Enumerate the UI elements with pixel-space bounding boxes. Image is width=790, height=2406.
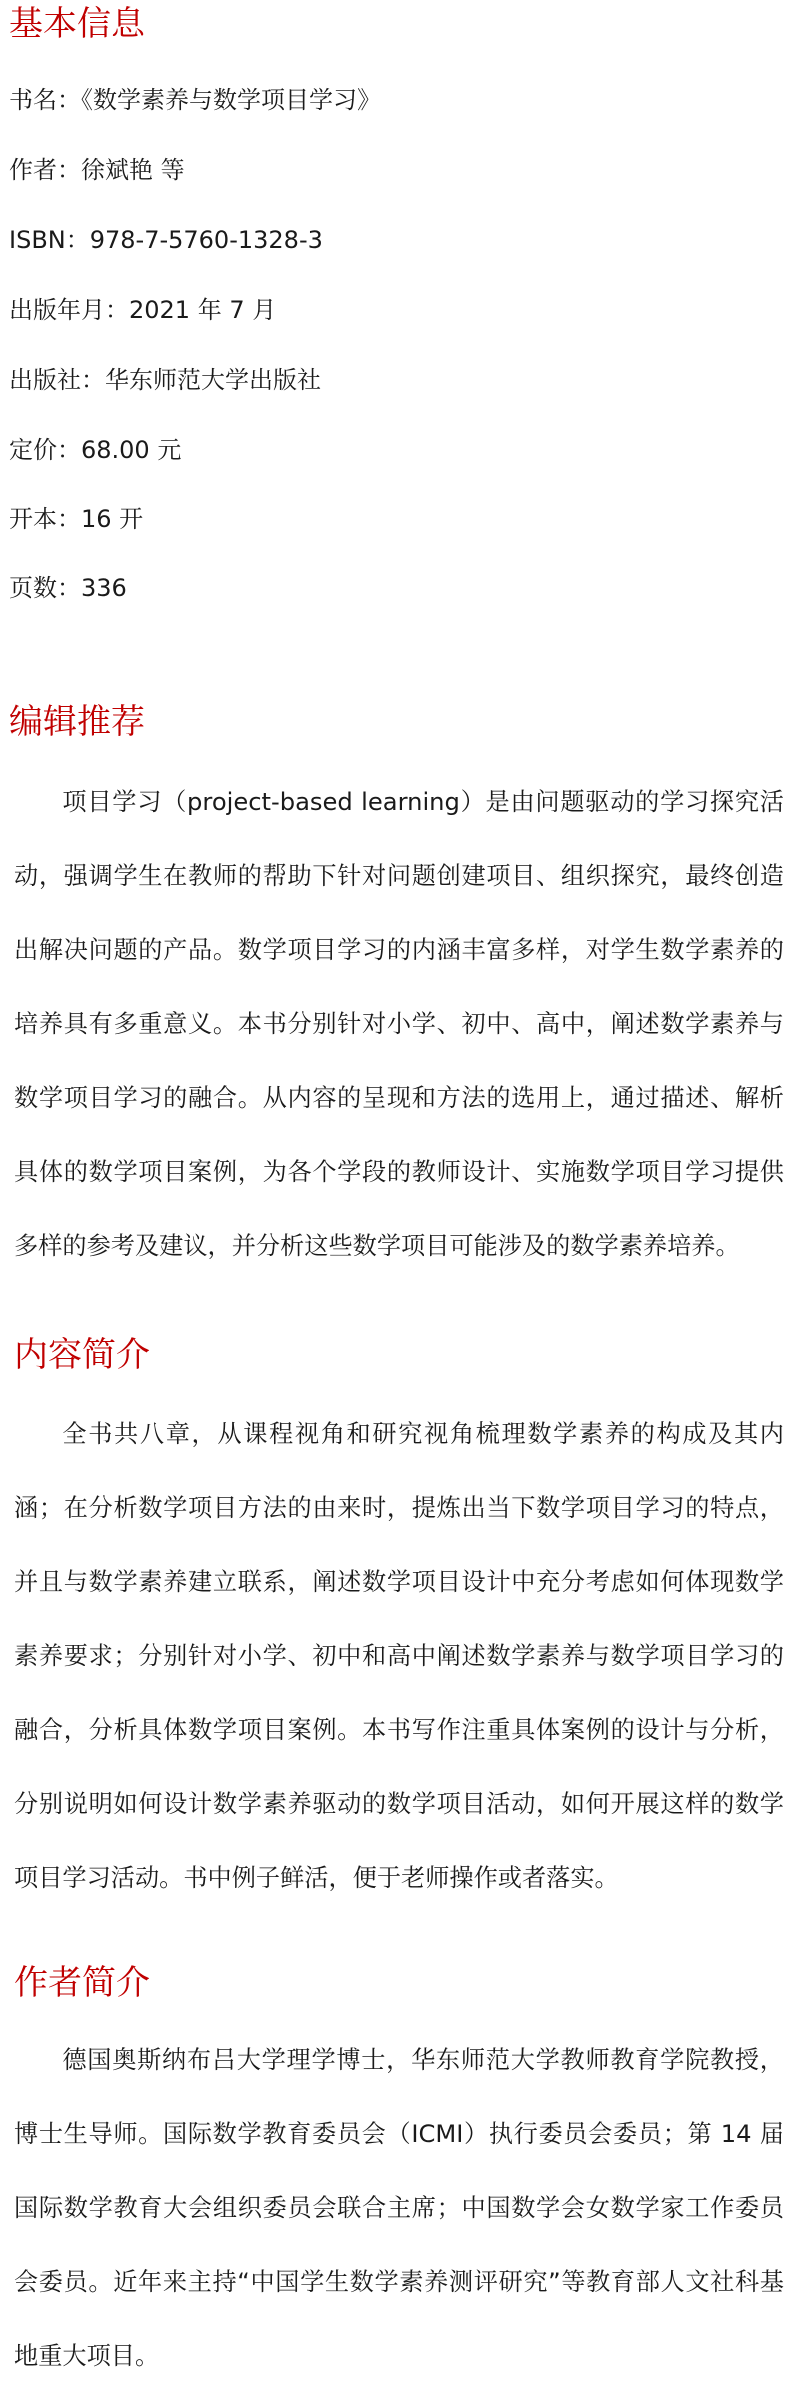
editor-recommendation-text: 项目学习（project-based learning）是由问题驱动的学习探究活动，强调学生在教师的帮助下针对问题创建项目、组织探究，最终创造出解决问题的产品。数学项目学习的内涵丰富多样，对学生数学素养的培养具有多重意义。本书分别针对小学、初中、高中，阐述数学素养与数学项目学习的融合。从内容的呈现和方法的选用上，通过描述、解析具体的数学项目案例，为各个学段的教师设计、实施数学项目学习提供多样的参考及建议，并分析这些数学项目可能涉及的数学素养培养。 bbox=[14, 788, 784, 1260]
pages-line: 页数：336 bbox=[9, 574, 127, 602]
book-name-line: 书名：《数学素养与数学项目学习》 bbox=[9, 86, 381, 114]
isbn-line: ISBN：978-7-5760-1328-3 bbox=[9, 226, 323, 254]
author-intro-text: 德国奥斯纳布吕大学理学博士，华东师范大学教师教育学院教授，博士生导师。国际数学教育委员会（ICMI）执行委员会委员；第 14 届国际数学教育大会组织委员会联合主席；中国数学会女数学家工作委员会委员。近年来主持“中国学生数学素养测评研究”等教育部人文社科基地重大项目。 bbox=[14, 2046, 784, 2370]
editor-recommendation-heading: 编辑推荐 bbox=[9, 702, 145, 742]
content-summary-text: 全书共八章，从课程视角和研究视角梳理数学素养的构成及其内涵；在分析数学项目方法的由来时，提炼出当下数学项目学习的特点，并且与数学素养建立联系，阐述数学项目设计中充分考虑如何体现数学素养要求；分别针对小学、初中和高中阐述数学素养与数学项目学习的融合，分析具体数学项目案例。本书写作注重具体案例的设计与分析，分别说明如何设计数学素养驱动的数学项目活动，如何开展这样的数学项目学习活动。书中例子鲜活，便于老师操作或者落实。 bbox=[14, 1420, 784, 1892]
format-line: 开本：16 开 bbox=[9, 505, 144, 533]
author-intro-heading: 作者简介 bbox=[14, 1963, 150, 2003]
publisher-line: 出版社：华东师范大学出版社 bbox=[9, 366, 321, 394]
price-line: 定价：68.00 元 bbox=[9, 436, 182, 464]
pub-date-line: 出版年月：2021 年 7 月 bbox=[9, 296, 277, 324]
basic-info-heading: 基本信息 bbox=[9, 4, 145, 44]
content-summary-heading: 内容简介 bbox=[14, 1335, 150, 1375]
author-line: 作者：徐斌艳 等 bbox=[9, 156, 185, 184]
